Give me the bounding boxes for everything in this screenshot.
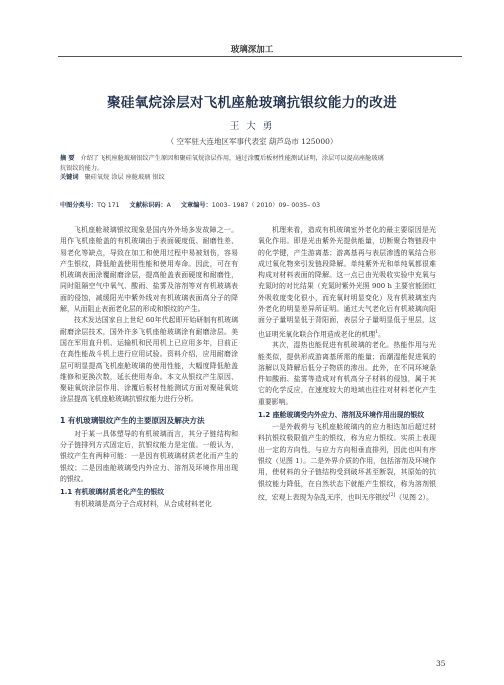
section-1-paragraph: 对于某一具体塑导的有机玻璃而言，其分子链结构和分子链排列方式固定后，抗银纹能力是定值。一般认为，银纹产生有两种可能：一是因有机玻璃材质老化而产生的银纹；二是因座舱玻璃受内外应力、溶剂及环境作用出现的银纹。 bbox=[60, 429, 238, 483]
article-id-value: 1003– 1987（ 2010）09– 0035– 03 bbox=[211, 202, 321, 209]
section-1-2-paragraph bbox=[258, 422, 436, 503]
section-1-1-paragraph-cont bbox=[258, 225, 436, 340]
journal-section-label: 玻璃深加工 bbox=[230, 45, 274, 55]
section-1-2-text: 一是外载荷与飞机座舱玻璃内的应力相迭加后超过材料抗银纹极限值产生的银纹，称为应力银纹。实质上表现出一定的方向性，与应力方向相垂直排列，因此也叫有序银纹（见图 1）。二是外界介质的作用，包括溶剂及环境作用，使材料的分子链结构受到破坏甚至断裂，其原始的抗银纹能力降低，在自然状态下就能产生银纹，称为溶剂银纹，宏观上表现为杂乱无序，也叫无序银纹 bbox=[258, 423, 436, 502]
abstract-line-1 bbox=[60, 154, 450, 164]
section-1-2-heading: 1.2 座舱玻璃受内外应力、溶剂及环境作用出现的银纹 bbox=[258, 411, 425, 420]
abstract-block bbox=[60, 154, 450, 183]
abstract-text-1: 介绍了飞机座舱玻璃银纹产生原因和聚硅氧烷涂层作用，通过涂覆后板材性能测试证明，涂层可以提高座舱玻璃 bbox=[80, 155, 384, 162]
intro-paragraph-2: 技术发达国家自上世纪 60年代起即开始研制有机玻璃耐磨涂层技术，国外许多飞机座舱玻璃涂有耐磨涂层。美国在军用直升机、运输机和民用机上已应用多年，目前正在高性能战斗机上进行应用试验。资料介绍，应用耐磨涂层可明显提高飞机座舱玻璃的使用性能，大幅度降低舱盖维修和更换次数，延长使用寿命。本文从银纹产生原因、聚硅氧烷涂层作用、涂覆后板材性能测试方面对聚硅氧烷涂层提高飞机座舱玻璃抗银纹能力进行分析。 bbox=[60, 316, 238, 404]
doc-code-label: 文献标识码： bbox=[129, 202, 167, 209]
class-label: 中图分类号： bbox=[60, 202, 98, 209]
left-column bbox=[60, 225, 238, 511]
intro-paragraph-1: 飞机座舱玻璃银纹现象是国内外外场多发故障之一。用作飞机座舱盖的有机玻璃由于表面硬度低、耐磨性差、易老化等缺点，导致在加工和使用过程中易被划伤，容易产生银纹，降低舱盖使用性能和使用寿命。因此，可在有机玻璃表面涂覆耐磨涂层，提高舱盖表面硬度和耐磨性，同时阻隔空气中氧气、酸雨、盐雾及溶剂等对有机玻璃表面的侵蚀，减缓阳光中紫外线对有机玻璃表面高分子的降解，从而阻止表面老化层的形成和银纹的产生。 bbox=[60, 226, 238, 314]
keywords-label: 关键词 bbox=[60, 174, 79, 182]
doc-code-value: A bbox=[166, 202, 171, 209]
article-author: 王 大 勇 bbox=[229, 121, 275, 132]
classification-line bbox=[60, 200, 450, 209]
citation-ref-2: [2] bbox=[388, 492, 396, 498]
section-1-1-heading: 1.1 有机玻璃材质老化产生的银纹 bbox=[60, 488, 165, 497]
article-title: 聚硅氧烷涂层对飞机座舱玻璃抗银纹能力的改进 bbox=[107, 95, 397, 111]
article-id-label: 文章编号： bbox=[180, 202, 212, 209]
right-column bbox=[258, 225, 436, 503]
section-1-1-paragraph-start: 有机玻璃是高分子合成材料，从合成材料老化 bbox=[74, 500, 212, 509]
keywords-line bbox=[60, 173, 450, 183]
abstract-label: 摘 要 bbox=[60, 155, 75, 162]
sentence-end: 。 bbox=[378, 329, 385, 338]
section-1-1-text: 机理来看，造成有机玻璃室外老化的最主要原因是光氧化作用。即是光由紫外光提供能量，切断聚合物链段中的化学键，产生游离基；游离基再与表层渗透的氧结合形成过氧化物来引发链段降解。单纯紫外光和单纯氧都很难构成对材料表面的降解。这一点已由光吸收实验中充氧与充氮时的对比结果（充氮时紫外光照 900 h 主要官能团红外吸收度变化很小，而充氧时明显变化）及有机玻璃室内外老化的明显差异所证明。通过大气老化后有机玻璃向阳面分子量明显低于背阳面，表层分子量明显低于里层，这也证明光氧化联合作用造成老化的机理 bbox=[258, 226, 436, 338]
keywords-value: 聚硅氧烷 涂层 座舱玻璃 银纹 bbox=[84, 174, 165, 182]
section-1-1-paragraph-2: 其次，湿热也能促进有机玻璃的老化。热能作用与光能类似，提供形成游离基所需的能量；而潮湿能促进氧的溶解以及降解后低分子物质的渗出。此外，在不同环境条件如酸雨、盐雾等造成对有机高分子材料的侵蚀，属于其它的化学反应，在速度较大的地域也往往对材料老化产生重要影响。 bbox=[258, 341, 436, 406]
section-1-heading: 1 有机玻璃银纹产生的主要原因及解决方法 bbox=[60, 415, 205, 425]
article-affiliation: （ 空军驻大连地区军事代表室 葫芦岛市 125000） bbox=[166, 137, 338, 146]
abstract-text-2: 抗银纹的能力。 bbox=[60, 164, 104, 172]
header-rule bbox=[58, 56, 462, 57]
class-value: TQ 171 bbox=[97, 202, 120, 209]
page-number: 35 bbox=[436, 659, 446, 668]
citation-ref-1: 1 bbox=[375, 329, 379, 335]
section-1-2-text-end: （见图 2）。 bbox=[395, 493, 433, 502]
